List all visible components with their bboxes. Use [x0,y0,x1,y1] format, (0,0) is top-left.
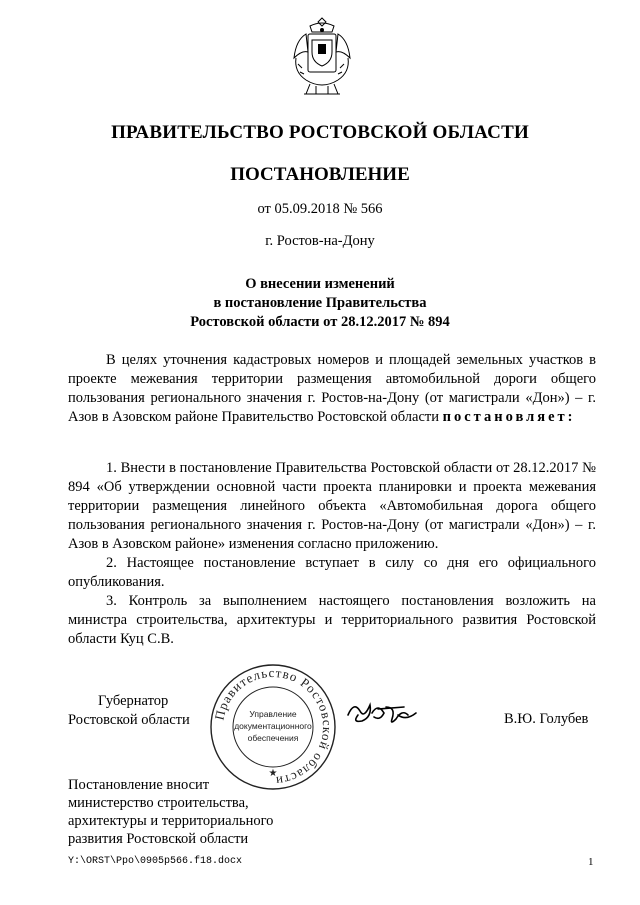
city-line: г. Ростов-на-Дону [265,233,375,249]
footer-file-path: Y:\ORST\Ppo\0905p566.f18.docx [68,856,243,867]
decree-items [68,459,596,649]
submitter-note-line: министерство строительства, [68,795,249,811]
submitter-note-line: Постановление вносит [68,777,210,793]
coat-of-arms-icon [288,14,356,98]
stamp-ring-text: Правительство Ростовской области [211,664,336,790]
submitter-note-line: архитектуры и территориального [68,813,274,829]
decree-item: 2. Настоящее постановление вступает в силу со дня его официального опубликования. [68,555,596,590]
stamp-inner-line: документационного [234,721,312,731]
submitter-note-line: развития Ростовской области [68,831,249,847]
handwritten-signature [338,693,468,733]
document-type-heading: ПОСТАНОВЛЕНИЕ [230,164,410,185]
signatory-title [68,692,190,730]
submitter-note [68,776,328,848]
decree-item: 1. Внести в постановление Правительства Ростовской области от 28.12.2017 № 894 «Об утверждении основной части проекта планировки и проекта межевания территории размещения линейного объекта «Автомобильная дорога общего пользования регионального значения г. Ростов-на-Дону (от магистрали «Дон») – г. Азов в Азовском районе» изменения согласно приложению. [68,460,596,552]
subject-line: Ростовской области от 28.12.2017 № 894 [190,314,450,330]
signatory-title-line: Губернатор [98,693,169,709]
signatory-name: В.Ю. Голубев [504,711,589,727]
subject-line: в постановление Правительства [213,295,427,311]
preamble-paragraph [68,351,596,427]
preamble-text: В целях уточнения кадастровых номеров и площадей земельных участков в проекте межевания территории размещения автомобильной дороги общего пользования регионального значения г. Ростов-на-Дону (от магистрали «Дон») – г. Азов в Азовском районе Правительство Ростовской области [68,352,596,425]
page-number: 1 [588,856,594,868]
date-and-number: от 05.09.2018 № 566 [257,201,383,217]
document-subject [0,275,640,332]
signatory-title-line: Ростовской области [68,712,190,728]
organization-heading: ПРАВИТЕЛЬСТВО РОСТОВСКОЙ ОБЛАСТИ [111,122,529,143]
official-stamp [208,662,338,792]
stamp-inner-line: Управление [249,709,297,719]
decree-word: постановляет: [442,409,576,425]
stamp-inner-line: обеспечения [247,733,299,743]
subject-line: О внесении изменений [245,276,395,292]
decree-item: 3. Контроль за выполнением настоящего постановления возложить на министра строительства, архитектуры и территориального развития Ростовской области Куц С.В. [68,593,596,647]
stamp-star-icon: ★ [268,768,278,779]
